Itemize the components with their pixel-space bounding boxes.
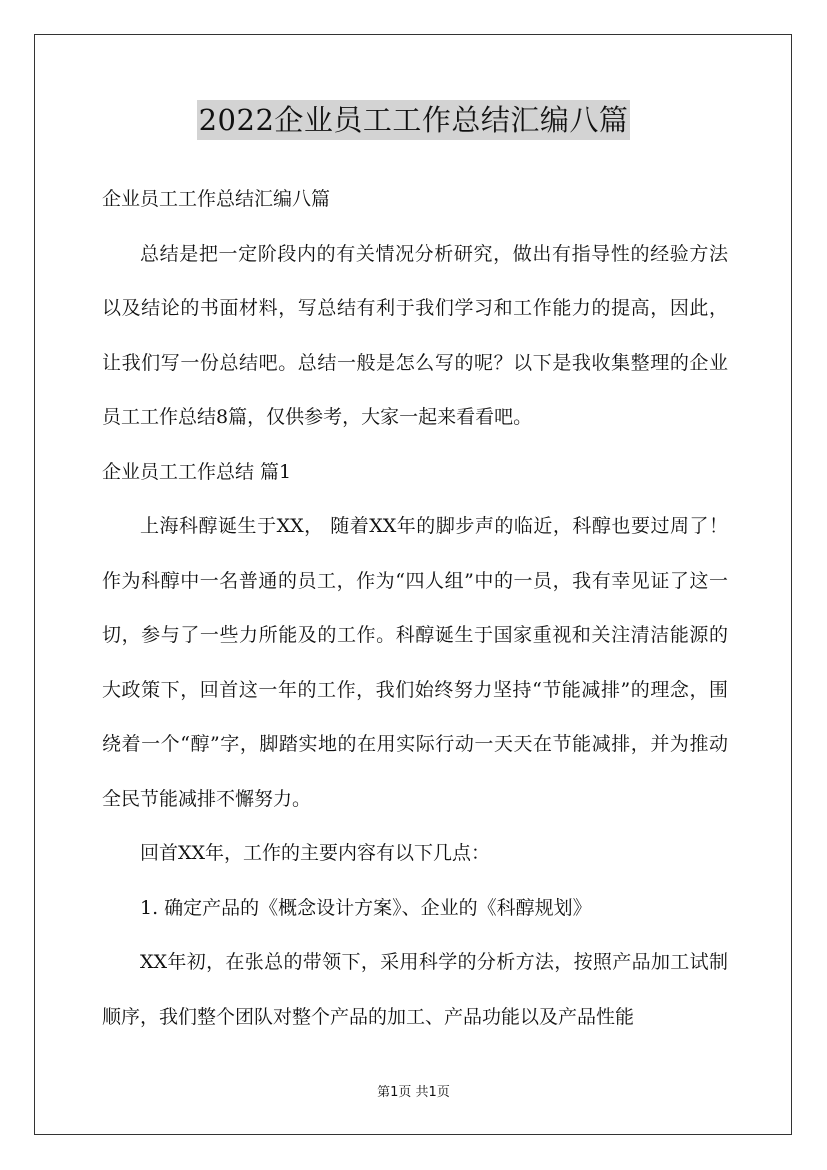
body-paragraph: 上海科醇诞生于XX， 随着XX年的脚步声的临近，科醇也要过周了！作为科醇中一名普通的员工，作为“四人组”中的一员，我有幸见证了这一切，参与了一些力所能及的工作。科醇诞生于国家重视和关注清洁能源的大政策下，回首这一年的工作，我们始终努力坚持“节能减排”的理念，围绕着一个“醇”字，脚踏实地的在用实际行动一天天在节能减排，并为推动全民节能减排不懈努力。: [102, 515, 728, 810]
document-title-text: 2022企业员工工作总结汇编八篇: [197, 100, 631, 140]
document-body: [102, 172, 728, 1044]
subtitle-paragraph: 企业员工工作总结汇编八篇: [102, 188, 331, 210]
body-paragraph: XX年初，在张总的带领下，采用科学的分析方法，按照产品加工试制顺序，我们整个团队对整个产品的加工、产品功能以及产品性能: [102, 951, 728, 1028]
document-title: [0, 100, 827, 140]
list-item-paragraph: 1. 确定产品的《概念设计方案》、企业的《科醇规划》: [140, 896, 592, 919]
section-heading: 企业员工工作总结 篇1: [102, 460, 292, 483]
intro-paragraph: 总结是把一定阶段内的有关情况分析研究，做出有指导性的经验方法以及结论的书面材料，写总结有利于我们学习和工作能力的提高，因此，让我们写一份总结吧。总结一般是怎么写的呢？以下是我收集整理的企业员工工作总结8篇，仅供参考，大家一起来看看吧。: [102, 242, 728, 428]
page-number-footer: 第1页 共1页: [377, 1085, 450, 1100]
body-paragraph: 回首XX年，工作的主要内容有以下几点：: [140, 842, 491, 864]
